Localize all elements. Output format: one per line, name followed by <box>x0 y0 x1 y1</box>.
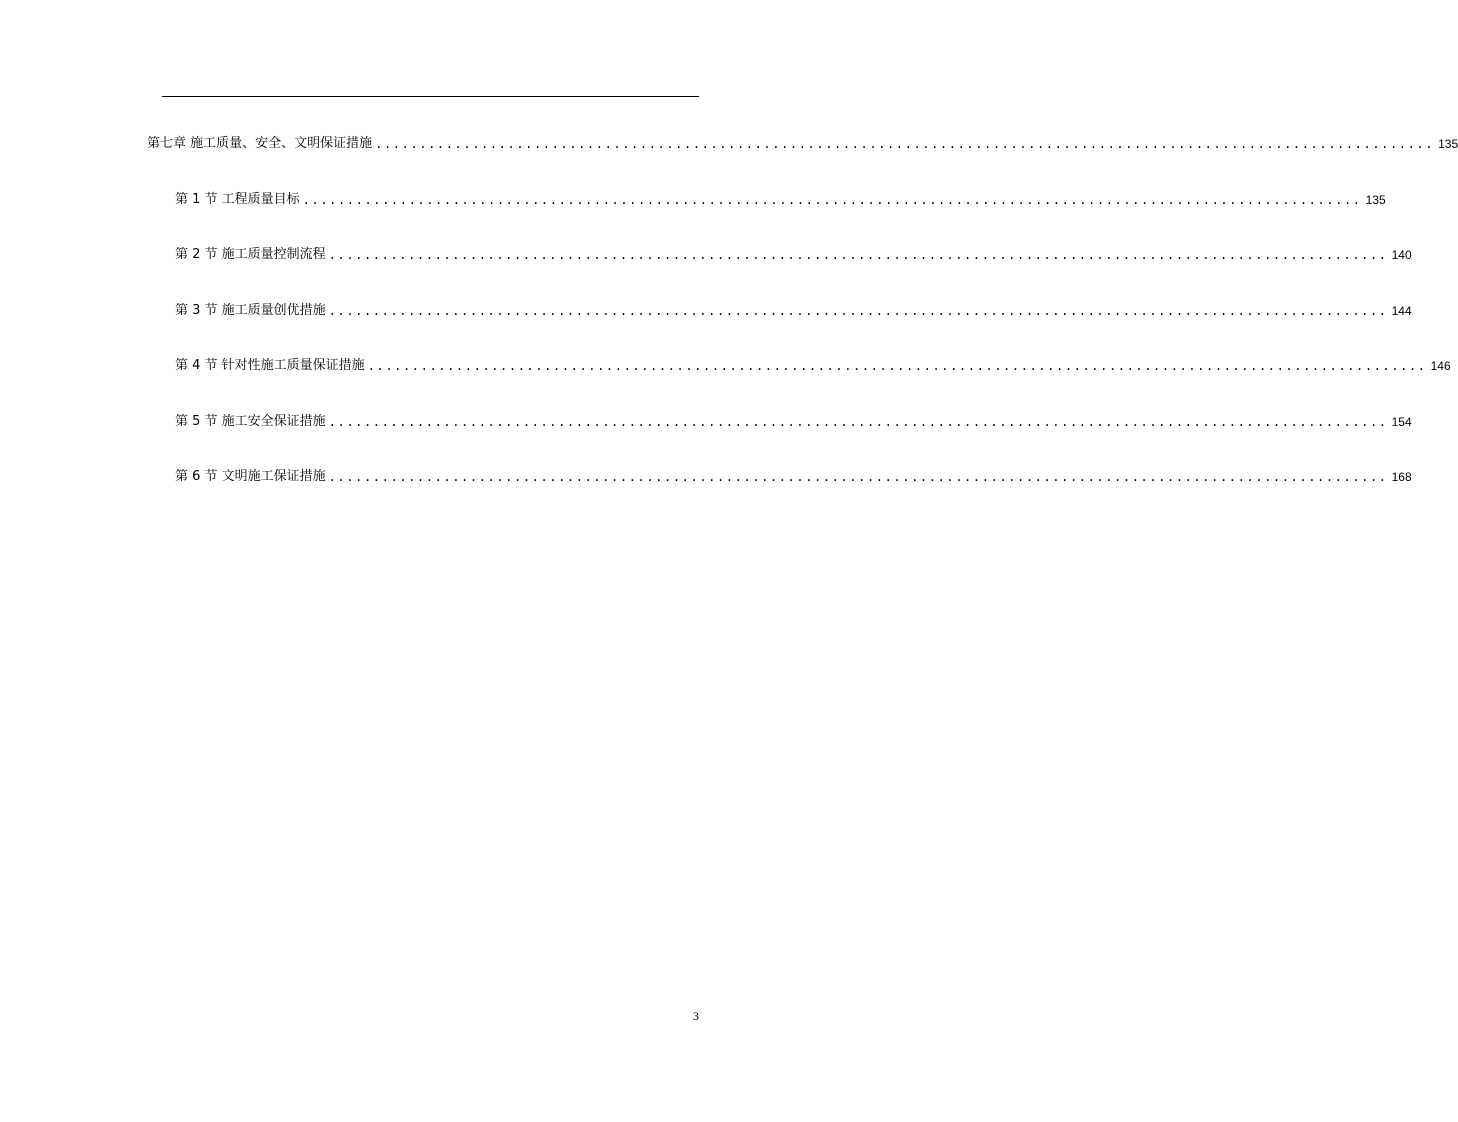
toc-section-title: 第 1 节 工程质量目标 <box>175 192 300 207</box>
toc-chapter-title: 第七章 施工质量、安全、文明保证措施 <box>147 136 373 151</box>
toc-section-page: 168 <box>1391 470 1412 484</box>
toc-section-entry[interactable] <box>175 246 1412 264</box>
toc-section-page: 135 <box>1365 193 1386 207</box>
toc-section-title: 第 4 节 针对性施工质量保证措施 <box>175 358 365 373</box>
toc-dot-leader: ........................................................................................................................ <box>328 470 1388 484</box>
toc-dot-leader: ........................................................................................................................ <box>328 415 1388 429</box>
toc-section-title: 第 3 节 施工质量创优措施 <box>175 303 326 318</box>
toc-section-page: 154 <box>1391 415 1412 429</box>
toc-section-title: 第 5 节 施工安全保证措施 <box>175 414 326 429</box>
toc-dot-leader: ........................................................................................................................ <box>375 137 1435 151</box>
toc-section-entry[interactable] <box>175 468 1412 486</box>
toc-section-entry[interactable] <box>175 191 1386 209</box>
toc-dot-leader: ........................................................................................................................ <box>367 359 1427 373</box>
toc-dot-leader: ........................................................................................................................ <box>328 304 1388 318</box>
toc-section-entry[interactable] <box>175 413 1412 431</box>
header-rule <box>162 96 699 97</box>
toc-dot-leader: ........................................................................................................................ <box>328 248 1388 262</box>
toc-section-page: 144 <box>1391 304 1412 318</box>
toc-section-page: 140 <box>1391 248 1412 262</box>
toc-chapter-entry[interactable] <box>147 135 1458 153</box>
toc-dot-leader: ........................................................................................................................ <box>302 193 1362 207</box>
toc-section-title: 第 6 节 文明施工保证措施 <box>175 469 326 484</box>
toc-section-entry[interactable] <box>175 357 1451 375</box>
toc-section-page: 146 <box>1430 359 1451 373</box>
page-number: 3 <box>693 1009 699 1023</box>
toc-chapter-page: 135 <box>1438 137 1458 151</box>
toc-section-title: 第 2 节 施工质量控制流程 <box>175 247 326 262</box>
toc-section-entry[interactable] <box>175 302 1412 320</box>
